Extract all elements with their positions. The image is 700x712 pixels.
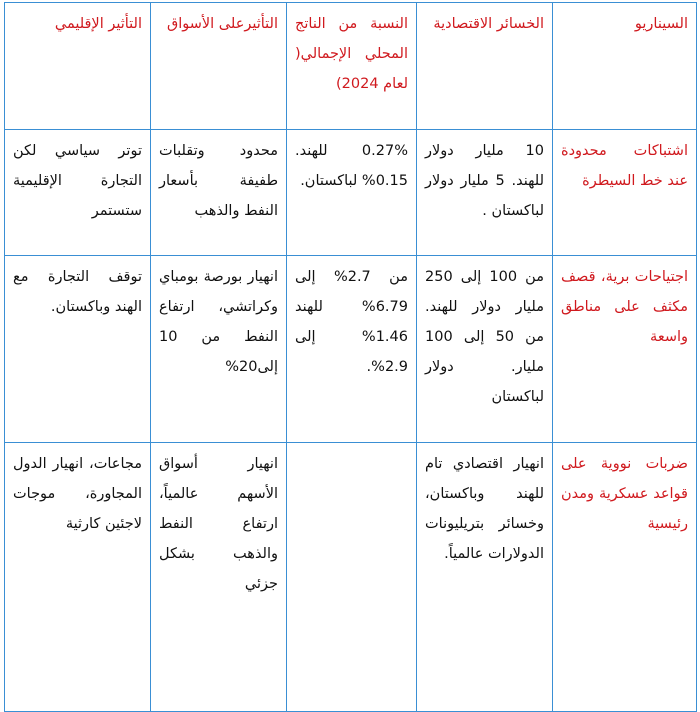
cell-scenario: اجتياحات برية، قصف مكثف على مناطق واسعة [553, 256, 697, 443]
cell-regional: توتر سياسي لكن التجارة الإقليمية ستستمر [5, 130, 151, 256]
cell-losses: 10 مليار دولار للهند. 5 مليار دولار لباكستان . [417, 130, 553, 256]
cell-markets: انهيار بورصة بومباي وكراتشي، ارتفاع النفط من 10 إلى20% [151, 256, 287, 443]
header-market-impact: التأثيرعلى الأسواق [151, 3, 287, 130]
page [0, 2, 700, 707]
cell-scenario: ضربات نووية على قواعد عسكرية ومدن رئيسية [553, 443, 697, 712]
table-row [5, 130, 697, 256]
cell-losses: من 100 إلى 250 مليار دولار للهند. من 50 إلى 100 مليار. دولار لباكستان [417, 256, 553, 443]
cell-gdp-share [287, 443, 417, 712]
scenario-table [4, 2, 697, 712]
header-scenario: السيناريو [553, 3, 697, 130]
cell-regional: توقف التجارة مع الهند وباكستان. [5, 256, 151, 443]
header-economic-losses: الخسائر الاقتصادية [417, 3, 553, 130]
cell-gdp-share: 0.27% للهند. 0.15% لباكستان. [287, 130, 417, 256]
header-regional-impact: التأثير الإقليمي [5, 3, 151, 130]
table-row [5, 256, 697, 443]
header-gdp-share: النسبة من الناتج المحلي الإجمالي( لعام 2024) [287, 3, 417, 130]
cell-gdp-share: من 2.7% إلى 6.79% للهند 1.46% إلى 2.9%. [287, 256, 417, 443]
cell-losses: انهيار اقتصادي تام للهند وباكستان، وخسائر بتريليونات الدولارات عالمياً. [417, 443, 553, 712]
table-row [5, 443, 697, 712]
cell-markets: انهيار أسواق الأسهم عالمياً، ارتفاع النفط والذهب بشكل جزئي [151, 443, 287, 712]
cell-scenario: اشتباكات محدودة عند خط السيطرة [553, 130, 697, 256]
cell-markets: محدود وتقلبات طفيفة بأسعار النفط والذهب [151, 130, 287, 256]
table-header-row [5, 3, 697, 130]
cell-regional: مجاعات، انهيار الدول المجاورة، موجات لاجئين كارثية [5, 443, 151, 712]
